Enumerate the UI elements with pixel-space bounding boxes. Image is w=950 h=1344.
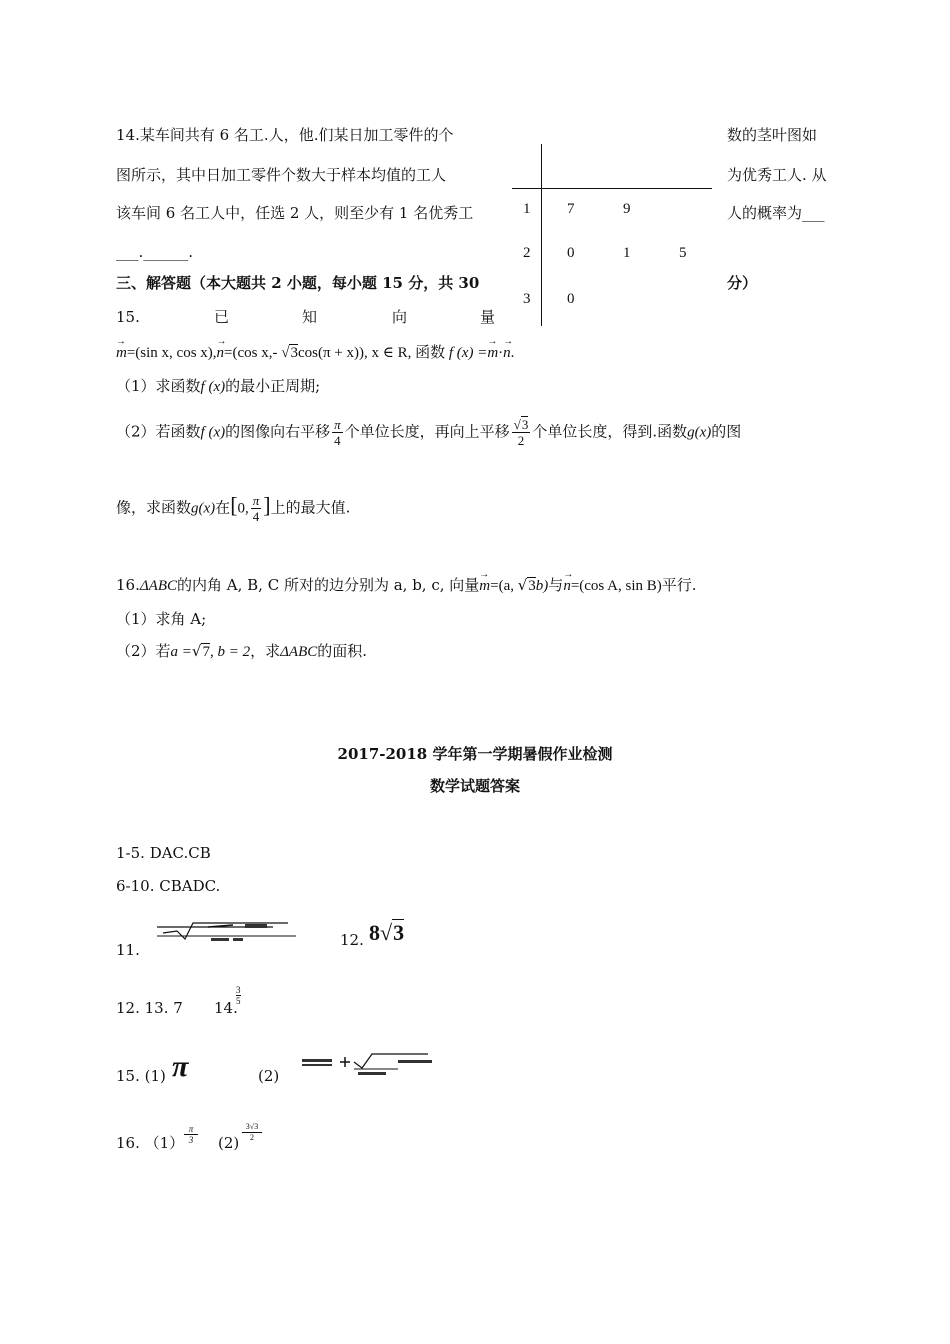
q14-line3-left: 该车间 6 名工人中，任选 2 人，则至少有 1 名优秀工 (116, 204, 474, 222)
q15-word-4: 量 (480, 308, 496, 326)
q14-line2-right: 为优秀工人. 从 (727, 166, 827, 184)
answer-11-label: 11. (116, 941, 140, 959)
answer-15-label: 15. (1) (116, 1067, 166, 1085)
q14-line3-right: 人的概率为___ (727, 204, 825, 222)
leaf-3-0: 0 (567, 291, 575, 307)
q14-line1-right: 数的茎叶图如 (727, 126, 818, 144)
q16-statement: 16.ΔABC的内角 A, B, C 所对的边分别为 a, b, c, 向量→ m=(a, √3b)与→ n=(cos A, sin B)平行. (116, 575, 697, 596)
answer-15-part2-label: (2) (258, 1067, 280, 1085)
section3-heading: 三、解答题（本大题共 2 小题，每小题 15 分，共 30 (116, 274, 480, 292)
stem-1: 1 (523, 201, 531, 217)
q14-line1-left: 14.某车间共有 6 名工.人，他.们某日加工零件的个 (116, 126, 454, 144)
answers-subtitle: 数学试题答案 (429, 777, 520, 795)
stem-leaf-horizontal-line (512, 188, 712, 189)
answer-16-label: 16. （1） (116, 1134, 185, 1152)
answer-16-part1-fraction: π 3 (184, 1124, 198, 1145)
q15-word-1: 已 (214, 308, 230, 326)
answer-16-part2-label: (2) (218, 1134, 240, 1152)
answer-6-10: 6-10. CBADC. (116, 877, 221, 895)
leaf-2-2: 5 (679, 245, 687, 261)
stem-leaf-vertical-line (541, 144, 542, 326)
q15-word-3: 向 (392, 308, 408, 326)
answer-16-part2-fraction: 3√3 2 (242, 1122, 262, 1143)
answer-12-label: 12. (340, 931, 364, 949)
leaf-2-1: 1 (623, 245, 631, 261)
q15-number: 15. (116, 308, 140, 326)
answer-15-part2-formula-image (298, 1050, 438, 1080)
leaf-1-0: 7 (567, 201, 575, 217)
answer-1-5: 1-5. DAC.CB (116, 844, 211, 862)
q16-part1: （1）求角 A; (116, 610, 207, 628)
q15-part2: （2）若函数f (x)的图像向右平移 $\frac{\pi}{4}$ 个单位长度，再向上平移 $\frac{√3}{2}$ 个单位长度，得到.函数g(x)的图 (116, 417, 742, 448)
section3-heading-end: 分） (727, 274, 758, 292)
answer-15-pi: π (172, 1050, 189, 1083)
q15-part2-continued: 像，求函数g(x)在[0, $\frac{\pi}{4}$ ]上的最大值. (116, 492, 351, 524)
answer-12-13: 12. 13. 7 (116, 999, 183, 1017)
answer-14-label: 14. (214, 999, 238, 1017)
q16-part2: （2）若a =√7, b = 2，求ΔABC的面积. (116, 642, 368, 660)
q15-word-2: 知 (302, 308, 318, 326)
answer-11-formula-image (153, 915, 298, 943)
answer-12-value: 8√3 (369, 920, 405, 945)
q14-line2-left: 图所示，其中日加工零件个数大于样本均值的工人 (116, 166, 447, 184)
answer-14-fraction: 3 5 (236, 985, 241, 1006)
leaf-2-0: 0 (567, 245, 575, 261)
stem-2: 2 (523, 245, 531, 261)
q15-part1: （1）求函数f (x)的最小正周期; (116, 377, 321, 395)
answers-title: 2017-2018 学年第一学期暑假作业检测 (337, 745, 613, 763)
q14-answer-blank: ___.______. (116, 243, 194, 261)
q15-vector-definition: → m=(sin x, cos x),→ n=(cos x,- √3cos(π + x)), x ∈ R, 函数 f (x) =→ m·→ n. (116, 343, 514, 363)
stem-3: 3 (523, 291, 531, 307)
leaf-1-1: 9 (623, 201, 631, 217)
